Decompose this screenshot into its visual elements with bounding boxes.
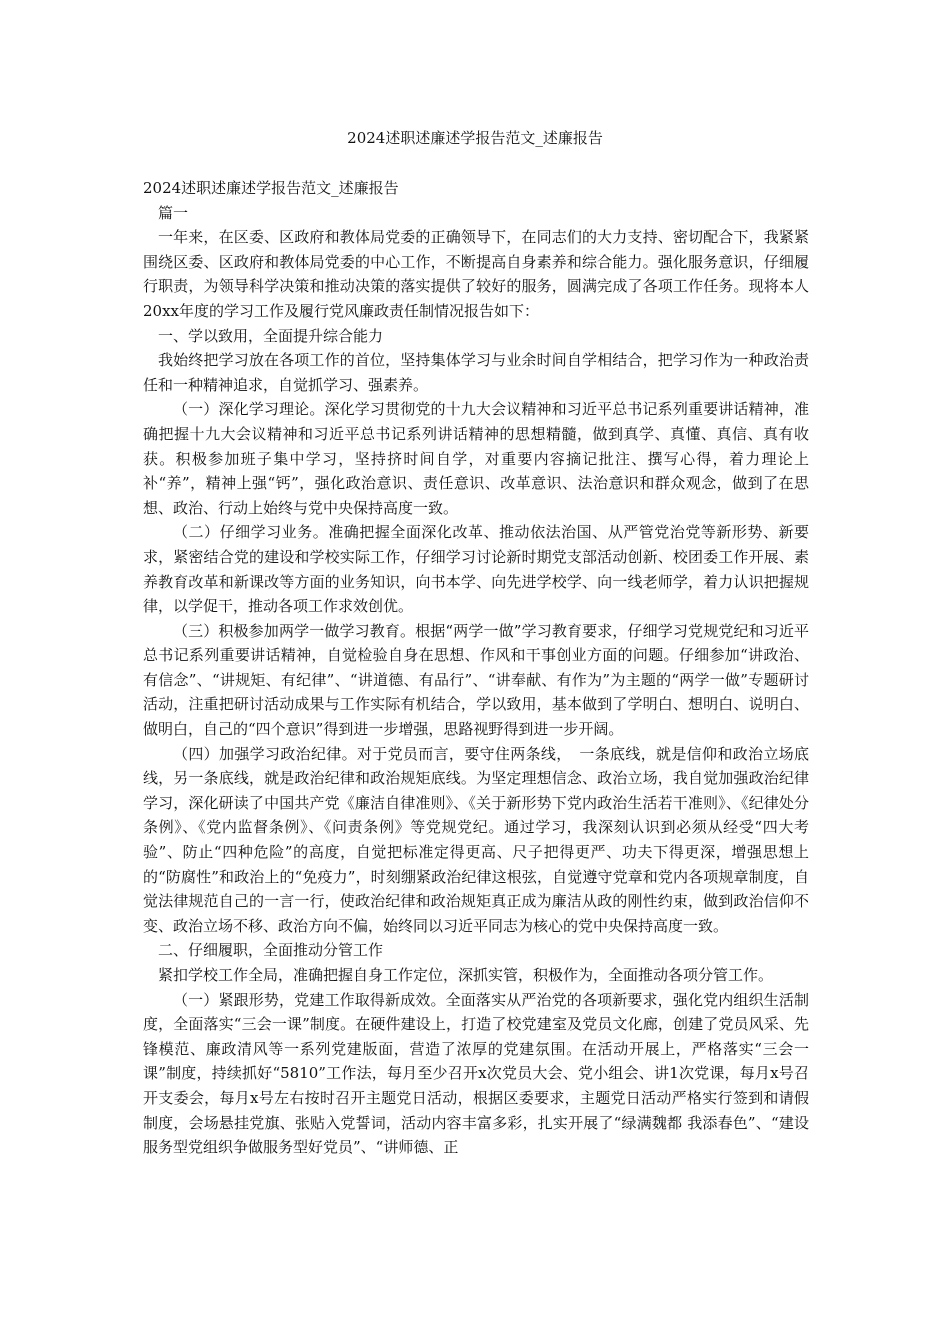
paragraph: 我始终把学习放在各项工作的首位，坚持集体学习与业余时间自学相结合，把学习作为一种政治责任和一种精神追求，自觉抓学习、强素养。 bbox=[143, 351, 809, 394]
paragraph: 紧扣学校工作全局，准确把握自身工作定位，深抓实管，积极作为，全面推动各项分管工作。 bbox=[158, 966, 774, 984]
paragraph: 一年来，在区委、区政府和教体局党委的正确领导下，在同志们的大力支持、密切配合下，我紧紧围绕区委、区政府和教体局党委的中心工作，不断提高自身素养和综合能力。强化服务意识，仔细履行职责，为领导科学决策和推动决策的落实提供了较好的服务，圆满完成了各项工作任务。现将本人20xx年度的学习工作及履行党风廉政责任制情况报告如下： bbox=[143, 228, 809, 320]
paragraph: （一）深化学习理论。深化学习贯彻党的十九大会议精神和习近平总书记系列重要讲话精神，准确把握十九大会议精神和习近平总书记系列讲话精神的思想精髓，做到真学、真懂、真信、真有收获。积极参加班子集中学习，坚持挤时间自学，对重要内容摘记批注、撰写心得，着力理论上补“养”，精神上强“钙”，强化政治意识、责任意识、改革意识、法治意识和群众观念，做到了在思想、政治、行动上始终与党中央保持高度一致。 bbox=[143, 400, 809, 517]
paragraph: （一）紧跟形势，党建工作取得新成效。全面落实从严治党的各项新要求，强化党内组织生活制度，全面落实“三会一课”制度。在硬件建设上，打造了校党建室及党员文化廊，创建了党员风采、先锋模范、廉政清风等一系列党建版面，营造了浓厚的党建氛围。在活动开展上，严格落实“三会一课”制度，持续抓好“5810”工作法，每月至少召开x次党员大会、党小组会、讲1次党课，每月x号召开支委会，每月x号左右按时召开主题党日活动，根据区委要求，主题党日活动严格实行签到和请假制度，会场悬挂党旗、张贴入党誓词，活动内容丰富多彩，扎实开展了“绿满魏都 我添春色”、“建设服务型党组织争做服务型好党员”、“讲师德、正 bbox=[143, 990, 809, 1157]
paragraph: 篇一 bbox=[158, 203, 189, 222]
paragraph: 一、学以致用，全面提升综合能力 bbox=[158, 326, 384, 345]
document-body bbox=[143, 176, 809, 1160]
document-title: 2024述职述廉述学报告范文_述廉报告 bbox=[347, 129, 603, 147]
document-subtitle: 2024述职述廉述学报告范文_述廉报告 bbox=[143, 179, 399, 197]
paragraph: （三）积极参加两学一做学习教育。根据“两学一做”学习教育要求，仔细学习党规党纪和习近平总书记系列重要讲话精神，自觉检验自身在思想、作风和干事创业方面的问题。仔细参加“讲政治、有信念”、“讲规矩、有纪律”、“讲道德、有品行”、“讲奉献、有作为”为主题的“两学一做”专题研讨活动，注重把研讨活动成果与工作实际有机结合，学以致用，基本做到了学明白、想明白、说明白、做明白，自己的“四个意识”得到进一步增强，思路视野得到进一步开阔。 bbox=[143, 621, 809, 739]
paragraph: （四）加强学习政治纪律。对于党员而言，要守住两条线， 一条底线，就是信仰和政治立场底线，另一条底线，就是政治纪律和政治规矩底线。为坚定理想信念、政治立场，我自觉加强政治纪律学习，深化研读了中国共产党《廉洁自律准则》、《关于新形势下党内政治生活若干准则》、《纪律处分条例》、《党内监督条例》、《问责条例》等党规党纪。通过学习，我深刻认识到必须从经受“四大考验”、防止“四种危险”的高度，自觉把标准定得更高、尺子把得更严、功夫下得更深，增强思想上的“防腐性”和政治上的“免疫力”，时刻绷紧政治纪律这根弦，自觉遵守党章和党内各项规章制度，自觉法律规范自己的一言一行，使政治纪律和政治规矩真正成为廉洁从政的刚性约束，做到政治信仰不变、政治立场不移、政治方向不偏，始终同以习近平同志为核心的党中央保持高度一致。 bbox=[143, 744, 809, 935]
paragraph: 二、仔细履职，全面推动分管工作 bbox=[158, 941, 384, 960]
paragraph: （二）仔细学习业务。准确把握全面深化改革、推动依法治国、从严管党治党等新形势、新要求，紧密结合党的建设和学校实际工作，仔细学习讨论新时期党支部活动创新、校团委工作开展、素养教育改革和新课改等方面的业务知识，向书本学、向先进学校学、向一线老师学，着力认识把握规律，以学促干，推动各项工作求效创优。 bbox=[143, 523, 809, 616]
